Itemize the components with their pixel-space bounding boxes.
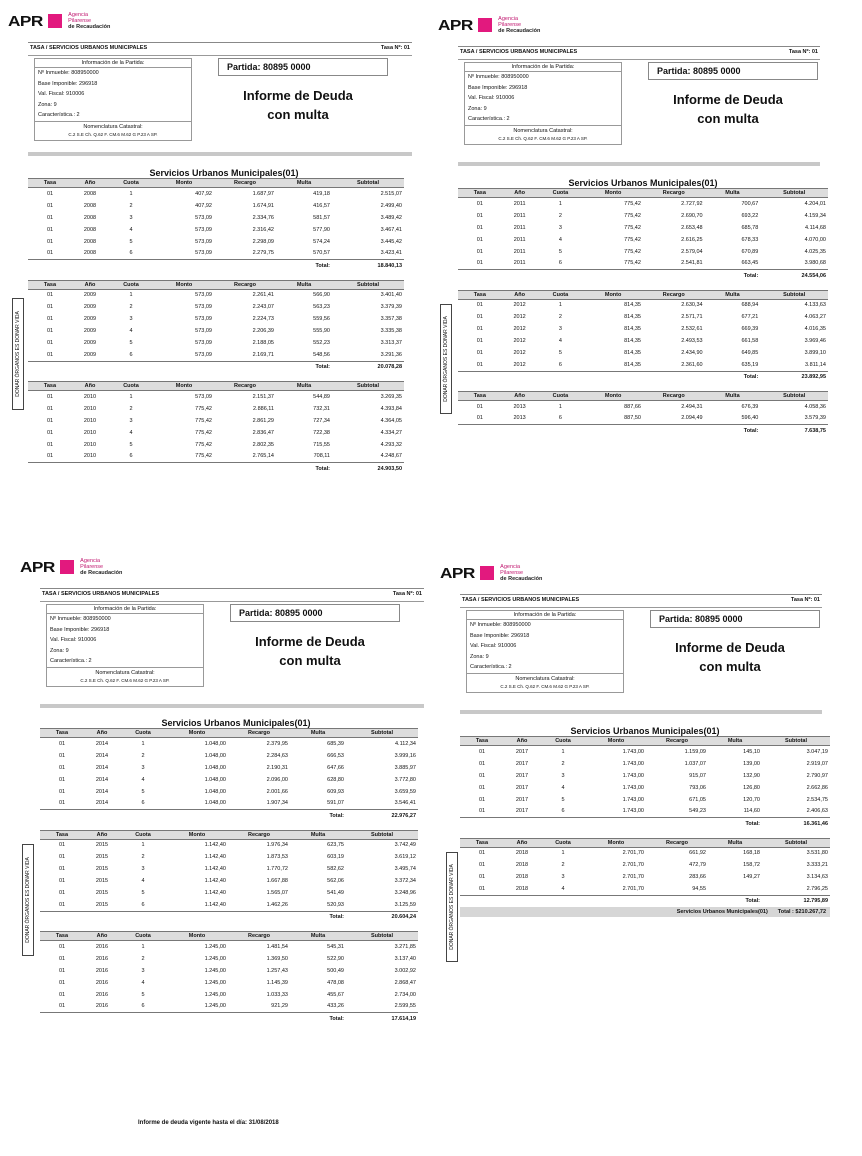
- column-header: Año: [502, 392, 538, 401]
- column-header: Recargo: [643, 189, 705, 198]
- table-row: 01 2017 1 1.743,00 1.159,09 145,10 3.047,19: [478, 748, 828, 755]
- table-row: 01 2010 2 775,42 2.886,11 732,31 4.393,84: [46, 405, 402, 412]
- table-row: 01 2017 5 1.743,00 671,05 120,70 2.534,75: [478, 796, 828, 803]
- column-header: Cuota: [108, 280, 154, 289]
- column-header: Recargo: [214, 179, 276, 188]
- partida-info-box: Información de la Partida: Nº Inmueble: 808950000 Base Imponible: 296918 Val. Fiscal: 910006 Zona: 9 Característica.: 2 Nomenclatura Catastral: C.2 S.E Ch. Q.62 F. CM.6 M.62 G P.23 A SP.: [46, 604, 204, 687]
- total-value: 12.795,89: [762, 895, 830, 907]
- total-row: [28, 361, 404, 373]
- table-row: 01 2009 6 573,09 2.169,71 548,56 3.291,36: [46, 351, 402, 358]
- column-header: Monto: [166, 830, 228, 839]
- table-row: 01 2014 3 1.048,00 2.190,31 647,66 3.885,97: [58, 764, 416, 771]
- table-row: 01 2012 5 814,35 2.434,90 649,85 3.899,10: [476, 350, 826, 356]
- table-row: 01 2015 3 1.142,40 1.770,72 582,62 3.495,74: [58, 866, 416, 872]
- apr-logo: APR Agencia Pilarense de Recaudación: [438, 16, 541, 34]
- table-row: 01 2017 6 1.743,00 549,23 114,60 2.406,63: [478, 808, 828, 815]
- table-row: 01 2009 4 573,09 2.206,39 555,90 3.335,38: [46, 328, 402, 334]
- table-row: 01 2014 4 1.048,00 2.096,00 628,80 3.772,80: [58, 776, 416, 783]
- column-header: Tasa: [460, 737, 504, 746]
- total-row: [28, 463, 404, 475]
- report-page-4: [440, 562, 830, 950]
- logo-square-icon: [60, 560, 74, 574]
- column-header: Recargo: [214, 280, 276, 289]
- table-row: 01 2015 6 1.142,40 1.462,26 520,93 3.125,59: [58, 901, 416, 908]
- column-header: Recargo: [228, 830, 290, 839]
- debt-table: [40, 728, 418, 822]
- debt-tables: [8, 178, 420, 475]
- column-header: Tasa: [40, 932, 84, 941]
- total-value: 18.840,13: [332, 260, 404, 272]
- table-row: 01 2018 4 2.701,70 94,55 2.796,25: [478, 885, 828, 892]
- table-row: 01 2009 5 573,09 2.188,05 552,23 3.313,37: [46, 340, 402, 346]
- column-header: Cuota: [108, 382, 154, 391]
- table-row: 01 2010 6 775,42 2.765,14 708,11 4.248,67: [46, 453, 402, 460]
- total-value: 7.638,75: [760, 425, 828, 437]
- partida-info-box: Información de la Partida: Nº Inmueble: 808950000 Base Imponible: 296918 Val. Fiscal: 910006 Zona: 9 Característica.: 2 Nomenclatura Catastral: C.2 S.E Ch. Q.62 F. CM.6 M.62 G P.23 A SP.: [466, 610, 624, 693]
- column-header: Multa: [276, 382, 332, 391]
- column-header: Año: [72, 179, 108, 188]
- table-row: 01 2008 1 407,92 1.687,97 419,18 2.515,07: [46, 190, 402, 197]
- column-header: Monto: [586, 838, 646, 847]
- column-header: Subtotal: [332, 382, 404, 391]
- column-header: Multa: [705, 290, 761, 299]
- tasa-number: Tasa Nº: 01: [380, 45, 410, 51]
- column-header: Multa: [705, 189, 761, 198]
- total-value: 22.976,27: [346, 810, 418, 822]
- table-row: 01 2008 2 407,92 1.674,91 416,57 2.499,40: [46, 202, 402, 209]
- column-header: Multa: [708, 838, 762, 847]
- partida-number: Partida: 80895 0000: [650, 610, 820, 628]
- table-row: 01 2016 3 1.245,00 1.257,43 500,49 3.002,92: [58, 967, 416, 974]
- section-title: Servicios Urbanos Municipales(01): [570, 726, 720, 736]
- column-header: Tasa: [458, 290, 502, 299]
- table-row: 01 2015 4 1.142,40 1.667,88 562,06 3.372,34: [58, 878, 416, 884]
- column-header: Recargo: [643, 290, 705, 299]
- column-header: Tasa: [28, 179, 72, 188]
- table-row: 01 2011 4 775,42 2.616,25 678,33 4.070,00: [476, 236, 826, 243]
- report-header: TASA / SERVICIOS URBANOS MUNICIPALES Tasa Nº: 01 Información de la Partida: Nº Inmueble: 808950000 Base Imponible: 296918 Val. Fiscal: 910006 Zona: 9 Característica.: 2 Nomenclatura Catastral: C.2 S.E Ch. Q.62 F. CM.6 M.62 G P.23 A SP. Partida: 80895 0000 Informe de Deuda con multa: [40, 588, 424, 704]
- table-row: 01 2010 3 775,42 2.861,29 727,34 4.364,05: [46, 417, 402, 424]
- logo-square-icon: [478, 18, 492, 32]
- column-header: Año: [84, 932, 120, 941]
- column-header: Año: [502, 290, 538, 299]
- debt-tables: [438, 188, 828, 437]
- column-header: Subtotal: [760, 392, 828, 401]
- table-row: 01 2017 3 1.743,00 915,07 132,90 2.790,97: [478, 772, 828, 779]
- header-title: TASA / SERVICIOS URBANOS MUNICIPALES: [30, 45, 148, 51]
- report-page-3: [20, 556, 432, 1025]
- table-row: 01 2013 6 887,50 2.094,49 596,40 3.579,39: [476, 415, 826, 422]
- table-row: 01 2011 1 775,42 2.727,92 700,67 4.204,01: [476, 200, 826, 207]
- apr-logo: APR Agencia Pilarense de Recaudación: [8, 12, 111, 30]
- table-row: 01 2009 1 573,09 2.261,41 566,90 3.401,40: [46, 292, 402, 299]
- column-header: Subtotal: [346, 830, 418, 839]
- partida-number: Partida: 80895 0000: [230, 604, 400, 622]
- organ-donation-sidebar: DONAR ÓRGANOS ES DONAR VIDA: [446, 852, 458, 962]
- total-row: [458, 425, 828, 437]
- column-header: Año: [504, 737, 540, 746]
- column-header: Multa: [276, 179, 332, 188]
- column-header: Subtotal: [762, 838, 830, 847]
- section-title: Servicios Urbanos Municipales(01): [568, 178, 718, 188]
- total-value: 20.078,28: [332, 361, 404, 373]
- total-label: Total:: [708, 895, 762, 907]
- column-header: Subtotal: [332, 179, 404, 188]
- table-row: 01 2009 2 573,09 2.243,07 563,23 3.379,39: [46, 304, 402, 310]
- organ-donation-sidebar: DONAR ÓRGANOS ES DONAR VIDA: [22, 844, 34, 956]
- total-row: [460, 895, 830, 907]
- column-header: Subtotal: [762, 737, 830, 746]
- table-row: 01 2016 2 1.245,00 1.369,50 522,90 3.137,40: [58, 955, 416, 962]
- total-label: Total:: [290, 911, 346, 923]
- debt-table: [458, 290, 828, 384]
- column-header: Monto: [154, 280, 214, 289]
- logo-square-icon: [48, 14, 62, 28]
- table-row: 01 2011 5 775,42 2.579,04 670,89 4.025,35: [476, 248, 826, 255]
- report-page-1: [8, 10, 420, 475]
- logo-square-icon: [480, 566, 494, 580]
- report-header: TASA / SERVICIOS URBANOS MUNICIPALES Tasa Nº: 01 Información de la Partida: Nº Inmueble: 808950000 Base Imponible: 296918 Val. Fiscal: 910006 Zona: 9 Característica.: 2 Nomenclatura Catastral: C.2 S.E Ch. Q.62 F. CM.6 M.62 G P.23 A SP. Partida: 80895 0000 Informe de Deuda con multa: [458, 46, 820, 162]
- column-header: Tasa: [28, 382, 72, 391]
- debt-table: [40, 931, 418, 1025]
- table-row: 01 2017 2 1.743,00 1.037,07 139,00 2.919,07: [478, 760, 828, 767]
- table-row: 01 2018 2 2.701,70 472,79 158,72 3.333,21: [478, 862, 828, 868]
- table-row: 01 2015 2 1.142,40 1.873,53 603,19 3.619,12: [58, 854, 416, 860]
- table-row: 01 2015 5 1.142,40 1.565,07 541,49 3.248,96: [58, 890, 416, 896]
- debt-table: [40, 830, 418, 924]
- table-row: 01 2012 6 814,35 2.361,60 635,19 3.811,14: [476, 361, 826, 368]
- column-header: Monto: [583, 189, 643, 198]
- column-header: Recargo: [228, 729, 290, 738]
- column-header: Multa: [708, 737, 762, 746]
- total-label: Total:: [276, 361, 332, 373]
- total-row: [40, 911, 418, 923]
- column-header: Año: [84, 729, 120, 738]
- total-value: 20.604,24: [346, 911, 418, 923]
- table-row: 01 2010 1 573,09 2.151,37 544,89 3.269,35: [46, 393, 402, 400]
- column-header: Subtotal: [332, 280, 404, 289]
- table-row: 01 2014 1 1.048,00 2.379,95 685,39 4.112,34: [58, 740, 416, 747]
- total-label: Total:: [705, 270, 761, 282]
- column-header: Subtotal: [760, 290, 828, 299]
- column-header: Monto: [583, 290, 643, 299]
- column-header: Multa: [705, 392, 761, 401]
- column-header: Monto: [583, 392, 643, 401]
- total-value: 17.614,19: [346, 1013, 418, 1025]
- debt-table: [458, 391, 828, 437]
- table-row: 01 2013 1 887,66 2.494,31 676,39 4.058,36: [476, 403, 826, 410]
- column-header: Cuota: [120, 932, 166, 941]
- total-label: Total:: [705, 371, 761, 383]
- column-header: Monto: [586, 737, 646, 746]
- column-header: Recargo: [646, 737, 708, 746]
- column-header: Monto: [154, 179, 214, 188]
- column-header: Monto: [166, 729, 228, 738]
- table-row: 01 2018 3 2.701,70 283,66 149,27 3.134,63: [478, 874, 828, 880]
- table-row: 01 2016 1 1.245,00 1.481,54 545,31 3.271,85: [58, 943, 416, 950]
- column-header: Tasa: [40, 729, 84, 738]
- debt-table: [460, 736, 830, 830]
- report-title: Informe de Deuda con multa: [243, 88, 353, 122]
- total-row: [460, 818, 830, 830]
- partida-info-box: Información de la Partida: Nº Inmueble: 808950000 Base Imponible: 296918 Val. Fiscal: 910006 Zona: 9 Característica.: 2 Nomenclatura Catastral: C.2 S.E Ch. Q.62 F. CM.6 M.62 G P.23 A SP.: [34, 58, 192, 141]
- total-row: [458, 270, 828, 282]
- organ-donation-sidebar: DONAR ÓRGANOS ES DONAR VIDA: [440, 304, 452, 414]
- table-row: 01 2011 6 775,42 2.541,81 663,45 3.980,68: [476, 260, 826, 267]
- table-row: 01 2010 4 775,42 2.836,47 722,38 4.334,27: [46, 429, 402, 436]
- partida-info-box: Información de la Partida: Nº Inmueble: 808950000 Base Imponible: 296918 Val. Fiscal: 910006 Zona: 9 Característica.: 2 Nomenclatura Catastral: C.2 S.E Ch. Q.62 F. CM.6 M.62 G P.23 A SP.: [464, 62, 622, 145]
- column-header: Cuota: [540, 737, 586, 746]
- column-header: Cuota: [540, 838, 586, 847]
- report-header: [28, 42, 412, 152]
- total-label: Total:: [290, 1013, 346, 1025]
- table-row: 01 2008 4 573,09 2.316,42 577,90 3.467,41: [46, 226, 402, 233]
- table-row: 01 2010 5 775,42 2.802,35 715,55 4.293,32: [46, 441, 402, 448]
- total-label: Total:: [276, 463, 332, 475]
- column-header: Multa: [290, 830, 346, 839]
- column-header: Año: [504, 838, 540, 847]
- table-row: 01 2012 2 814,35 2.571,71 677,21 4.063,27: [476, 314, 826, 320]
- table-row: 01 2008 5 573,09 2.298,09 574,24 3.445,42: [46, 238, 402, 245]
- column-header: Cuota: [538, 392, 584, 401]
- partida-number: Partida: 80895 0000: [218, 58, 388, 76]
- column-header: Recargo: [643, 392, 705, 401]
- column-header: Cuota: [108, 179, 154, 188]
- column-header: Año: [72, 280, 108, 289]
- total-value: 24.554,06: [760, 270, 828, 282]
- column-header: Cuota: [120, 830, 166, 839]
- column-header: Año: [84, 830, 120, 839]
- column-header: Multa: [276, 280, 332, 289]
- apr-logo: APR Agencia Pilarense de Recaudación: [440, 564, 543, 582]
- table-row: 01 2011 2 775,42 2.690,70 693,22 4.159,34: [476, 212, 826, 219]
- table-row: 01 2014 5 1.048,00 2.001,66 609,93 3.659,59: [58, 788, 416, 795]
- total-row: [40, 1013, 418, 1025]
- debt-table: [28, 280, 404, 374]
- total-label: Total:: [276, 260, 332, 272]
- table-row: 01 2016 5 1.245,00 1.033,33 455,67 2.734,00: [58, 991, 416, 998]
- table-row: 01 2008 6 573,09 2.279,75 570,57 3.423,41: [46, 250, 402, 257]
- total-row: [458, 371, 828, 383]
- report-title: Informe de Deuda con multa: [255, 634, 365, 668]
- column-header: Tasa: [40, 830, 84, 839]
- table-row: 01 2014 6 1.048,00 1.907,34 591,07 3.546,41: [58, 800, 416, 807]
- table-row: 01 2012 3 814,35 2.532,61 669,39 4.016,35: [476, 326, 826, 332]
- total-label: Total:: [290, 810, 346, 822]
- section-title: Servicios Urbanos Municipales(01): [161, 718, 311, 728]
- organ-donation-sidebar: DONAR ÓRGANOS ES DONAR VIDA: [12, 298, 24, 410]
- column-header: Año: [72, 382, 108, 391]
- column-header: Cuota: [538, 189, 584, 198]
- column-header: Multa: [290, 932, 346, 941]
- grand-total-bar: Servicios Urbanos Municipales(01) Total : $210.267,72: [460, 907, 830, 917]
- report-footer: Informe de deuda vigente hasta el día: 31/08/2018: [138, 1120, 279, 1126]
- column-header: Subtotal: [346, 729, 418, 738]
- total-value: 24.903,50: [332, 463, 404, 475]
- column-header: Tasa: [458, 392, 502, 401]
- table-row: 01 2008 3 573,09 2.334,76 581,57 3.489,42: [46, 214, 402, 221]
- debt-table: [460, 838, 830, 908]
- table-row: 01 2015 1 1.142,40 1.976,34 623,75 3.742,49: [58, 842, 416, 849]
- column-header: Cuota: [120, 729, 166, 738]
- report-title: Informe de Deuda con multa: [675, 640, 785, 674]
- table-row: 01 2016 4 1.245,00 1.145,39 478,08 2.868,47: [58, 979, 416, 986]
- section-title: Servicios Urbanos Municipales(01): [149, 168, 299, 178]
- total-value: 23.892,95: [760, 371, 828, 383]
- column-header: Tasa: [458, 189, 502, 198]
- partida-number: Partida: 80895 0000: [648, 62, 818, 80]
- table-row: 01 2016 6 1.245,00 921,29 433,26 2.599,55: [58, 1003, 416, 1010]
- column-header: Recargo: [214, 382, 276, 391]
- total-row: [40, 810, 418, 822]
- column-header: Año: [502, 189, 538, 198]
- column-header: Recargo: [228, 932, 290, 941]
- debt-table: [28, 178, 404, 272]
- table-row: 01 2014 2 1.048,00 2.284,63 666,53 3.999,16: [58, 752, 416, 759]
- report-header: TASA / SERVICIOS URBANOS MUNICIPALES Tasa Nº: 01 Información de la Partida: Nº Inmueble: 808950000 Base Imponible: 296918 Val. Fiscal: 910006 Zona: 9 Característica.: 2 Nomenclatura Catastral: C.2 S.E Ch. Q.62 F. CM.6 M.62 G P.23 A SP. Partida: 80895 0000 Informe de Deuda con multa: [460, 594, 822, 710]
- apr-logo: APR Agencia Pilarense de Recaudación: [20, 558, 123, 576]
- report-title: Informe de Deuda con multa: [673, 92, 783, 126]
- table-row: 01 2011 3 775,42 2.653,48 685,78 4.114,68: [476, 224, 826, 231]
- column-header: Recargo: [646, 838, 708, 847]
- debt-tables: [20, 728, 432, 1025]
- debt-table: [458, 188, 828, 282]
- column-header: Multa: [290, 729, 346, 738]
- total-label: Total:: [705, 425, 761, 437]
- debt-tables: [440, 736, 830, 907]
- table-row: 01 2012 1 814,35 2.630,34 688,94 4.133,63: [476, 302, 826, 309]
- total-value: 16.361,46: [762, 818, 830, 830]
- column-header: Tasa: [28, 280, 72, 289]
- total-label: Total:: [708, 818, 762, 830]
- debt-table: [28, 381, 404, 475]
- column-header: Cuota: [538, 290, 584, 299]
- column-header: Subtotal: [760, 189, 828, 198]
- table-row: 01 2017 4 1.743,00 793,06 126,80 2.662,86: [478, 784, 828, 791]
- column-header: Monto: [154, 382, 214, 391]
- table-row: 01 2009 3 573,09 2.224,73 559,56 3.357,38: [46, 316, 402, 322]
- table-row: 01 2018 1 2.701,70 661,92 168,18 3.531,80: [478, 850, 828, 857]
- report-page-2: [438, 14, 828, 437]
- table-row: 01 2012 4 814,35 2.493,53 661,58 3.969,46: [476, 338, 826, 344]
- column-header: Tasa: [460, 838, 504, 847]
- total-row: [28, 260, 404, 272]
- column-header: Monto: [166, 932, 228, 941]
- column-header: Subtotal: [346, 932, 418, 941]
